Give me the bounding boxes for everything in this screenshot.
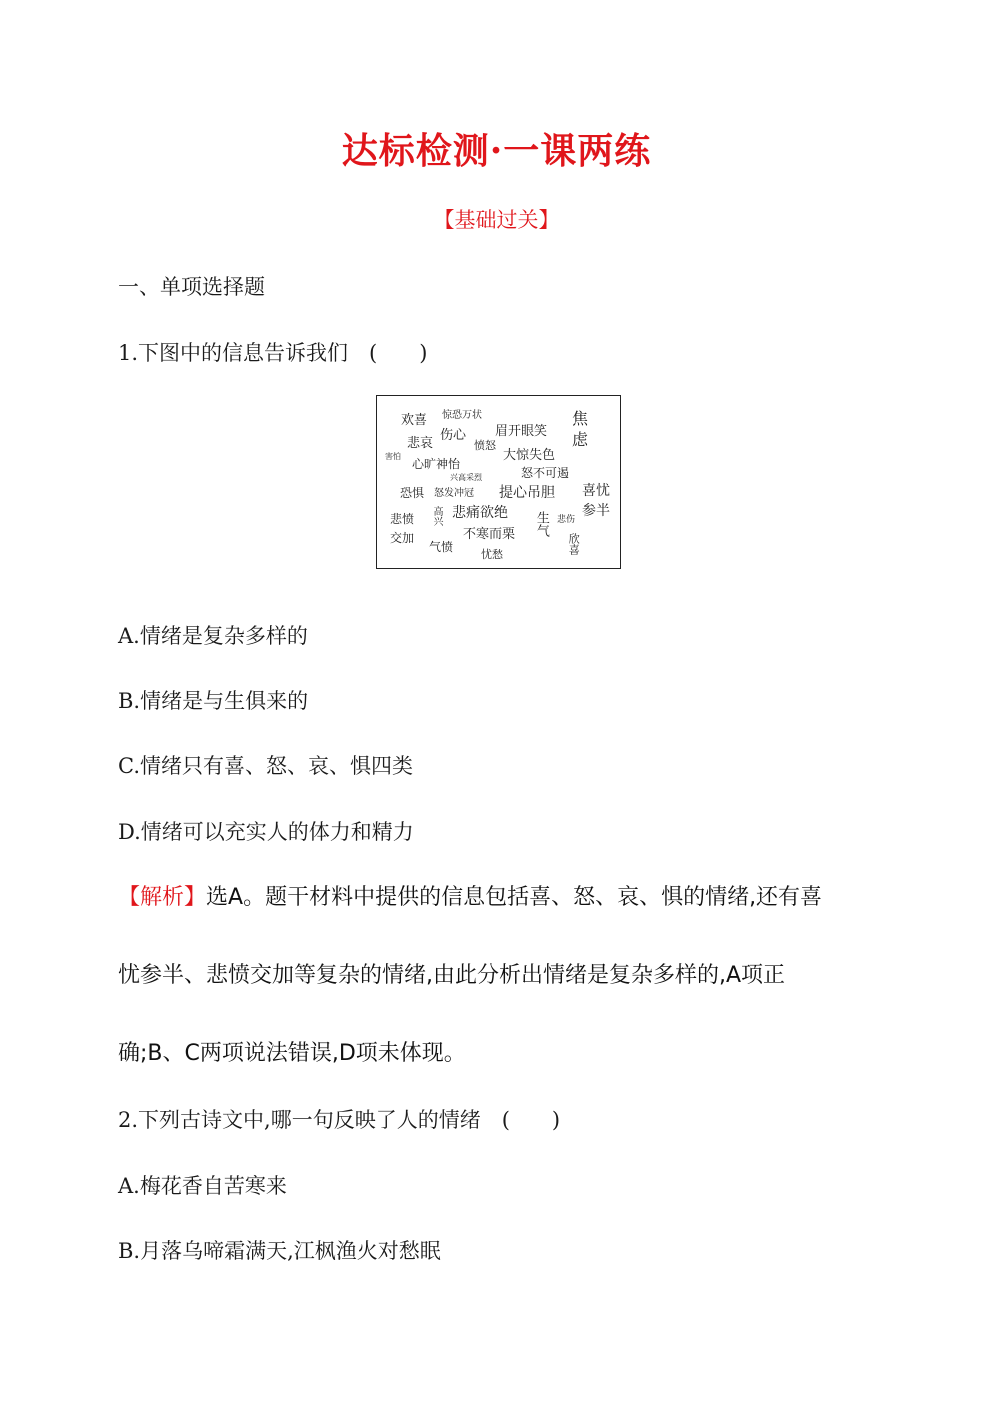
question-1-option-d: D.情绪可以充实人的体力和精力	[118, 820, 414, 844]
analysis-text: 选A。题干材料中提供的信息包括喜、怒、哀、惧的情绪,还有喜	[206, 885, 823, 910]
figure-word: 喜忧	[582, 483, 610, 499]
figure-word: 交加	[390, 531, 415, 545]
section-heading: 一、单项选择题	[118, 275, 265, 299]
analysis-line-2: 忧参半、悲愤交加等复杂的情绪,由此分析出情绪是复杂多样的,A项正	[118, 963, 786, 988]
figure-word: 生气	[533, 511, 549, 537]
figure-word: 悲愤	[390, 512, 415, 526]
question-2-option-b: B.月落乌啼霜满天,江枫渔火对愁眠	[118, 1239, 441, 1263]
figure-word: 高兴	[431, 506, 442, 526]
emotion-word-figure	[376, 395, 621, 569]
question-2-option-a: A.梅花香自苦寒来	[118, 1174, 287, 1198]
figure-word: 悲哀	[407, 436, 434, 451]
figure-word: 欣喜	[567, 533, 581, 555]
figure-word: 兴高采烈	[450, 473, 482, 482]
figure-word: 恐惧	[400, 486, 425, 500]
figure-word: 不寒而栗	[463, 527, 516, 542]
figure-word: 悲伤	[557, 515, 576, 525]
figure-word: 悲痛欲绝	[452, 505, 508, 521]
figure-word: 欢喜	[401, 413, 428, 428]
question-1-stem: 1.下图中的信息告诉我们 ( )	[118, 341, 428, 365]
figure-word: 伤心	[440, 428, 467, 443]
page-title: 达标检测·一课两练	[341, 130, 652, 172]
figure-word: 愤怒	[474, 439, 496, 452]
question-2-stem: 2.下列古诗文中,哪一句反映了人的情绪 ( )	[118, 1108, 561, 1132]
figure-word: 惊恐万状	[442, 410, 482, 421]
question-1-option-c: C.情绪只有喜、怒、哀、惧四类	[118, 754, 413, 778]
figure-word: 怒不可遏	[521, 466, 570, 480]
figure-word: 害怕	[385, 452, 401, 461]
figure-word: 大惊失色	[503, 448, 556, 463]
figure-word: 心旷神怡	[412, 457, 461, 471]
figure-word: 提心吊胆	[499, 485, 555, 501]
figure-word: 参半	[582, 503, 610, 519]
figure-word: 气愤	[429, 540, 454, 554]
analysis-tag: 【解析】	[118, 885, 207, 910]
analysis-line-1	[118, 880, 822, 911]
section-subtitle: 【基础过关】	[433, 208, 560, 232]
figure-word: 眉开眼笑	[495, 424, 548, 439]
figure-word: 怒发冲冠	[434, 488, 474, 499]
question-1-option-b: B.情绪是与生俱来的	[118, 689, 309, 713]
analysis-line-3: 确;B、C两项说法错误,D项未体现。	[118, 1041, 466, 1066]
figure-word: 焦虑	[572, 409, 589, 449]
question-1-option-a: A.情绪是复杂多样的	[118, 624, 308, 648]
figure-word: 忧愁	[481, 548, 503, 561]
